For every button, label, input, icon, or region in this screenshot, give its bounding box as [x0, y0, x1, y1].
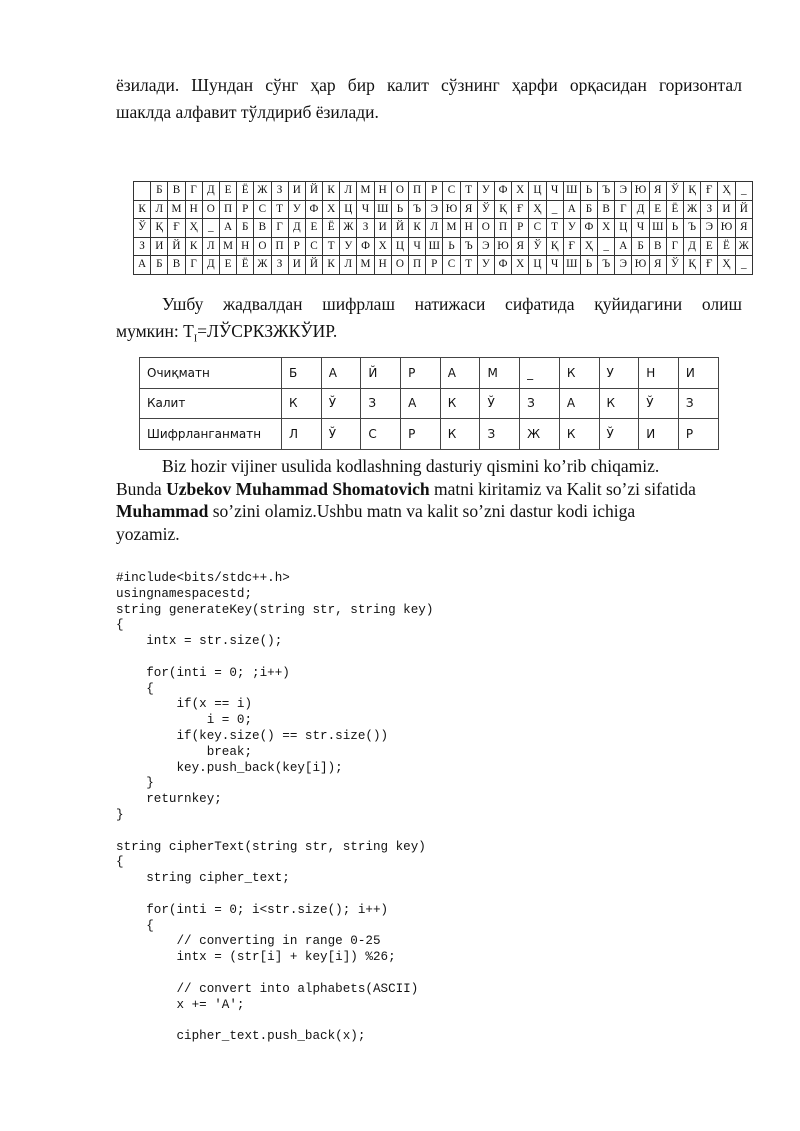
alphabet-cell: Б: [237, 219, 254, 238]
alphabet-cell: Қ: [151, 219, 168, 238]
alphabet-cell: Ц: [615, 219, 632, 238]
alphabet-cell: П: [271, 237, 288, 256]
alphabet-cell: Ь: [443, 237, 460, 256]
alphabet-cell: Ю: [632, 182, 649, 201]
example-cell: У: [599, 358, 639, 389]
code-line: string cipherText(string str, string key): [116, 839, 426, 854]
example-cell: И: [639, 419, 679, 450]
alphabet-cell: П: [409, 256, 426, 275]
alphabet-cell: _: [202, 219, 219, 238]
example-cell: Й: [361, 358, 401, 389]
alphabet-cell: Ғ: [701, 256, 718, 275]
alphabet-cell: Ь: [391, 200, 408, 219]
alphabet-cell: Е: [305, 219, 322, 238]
alphabet-cell: У: [563, 219, 580, 238]
code-line: }: [116, 807, 124, 822]
alphabet-cell: Й: [305, 256, 322, 275]
alphabet-cell: Ғ: [168, 219, 185, 238]
alphabet-cell: В: [598, 200, 615, 219]
alphabet-cell: Г: [185, 256, 202, 275]
alphabet-cell: Ф: [305, 200, 322, 219]
alphabet-cell: Ц: [529, 182, 546, 201]
alphabet-cell: Ш: [426, 237, 443, 256]
alphabet-cell: Ҳ: [718, 256, 735, 275]
alphabet-cell: К: [134, 200, 151, 219]
alphabet-cell: Ж: [735, 237, 752, 256]
latin-line-3: [116, 500, 756, 523]
alphabet-cell: Н: [460, 219, 477, 238]
alphabet-cell: У: [477, 182, 494, 201]
result-line-2: [116, 321, 338, 345]
alphabet-cell: О: [477, 219, 494, 238]
example-cell: З: [480, 419, 520, 450]
code-line: cipher_text.push_back(x);: [116, 1029, 366, 1044]
alphabet-cell: Ф: [357, 237, 374, 256]
alphabet-cell: Қ: [684, 256, 701, 275]
example-row-label: Калит: [140, 388, 282, 419]
alphabet-cell: О: [254, 237, 271, 256]
alphabet-cell: Л: [202, 237, 219, 256]
alphabet-cell: Б: [151, 182, 168, 201]
alphabet-cell: Ь: [580, 256, 597, 275]
alphabet-cell: К: [323, 256, 340, 275]
alphabet-cell: Я: [512, 237, 529, 256]
alphabet-cell: М: [219, 237, 236, 256]
alphabet-row: [134, 256, 753, 275]
alphabet-cell: Л: [340, 256, 357, 275]
alphabet-cell: _: [546, 200, 563, 219]
alphabet-cell: Ё: [666, 200, 683, 219]
alphabet-cell: Г: [615, 200, 632, 219]
alphabet-cell: Й: [735, 200, 752, 219]
alphabet-cell: Ц: [340, 200, 357, 219]
alphabet-cell: Ғ: [563, 237, 580, 256]
alphabet-cell: Ъ: [684, 219, 701, 238]
latin-line-2-start: Bunda: [116, 478, 167, 499]
example-row: [140, 358, 719, 389]
alphabet-cell: Ъ: [598, 256, 615, 275]
example-cell: З: [361, 388, 401, 419]
alphabet-cell: Д: [288, 219, 305, 238]
alphabet-cell: Х: [512, 182, 529, 201]
alphabet-cell: В: [168, 256, 185, 275]
latin-line-4: yozamiz.: [116, 523, 180, 544]
alphabet-cell: Э: [426, 200, 443, 219]
alphabet-cell: Э: [477, 237, 494, 256]
alphabet-cell: З: [271, 182, 288, 201]
code-line: #include<bits/stdc++.h>: [116, 571, 290, 585]
alphabet-cell: Қ: [684, 182, 701, 201]
alphabet-cell: С: [443, 256, 460, 275]
alphabet-cell: С: [305, 237, 322, 256]
alphabet-cell: К: [323, 182, 340, 201]
alphabet-cell: Б: [632, 237, 649, 256]
alphabet-cell: А: [563, 200, 580, 219]
code-line: intx = str.size();: [116, 634, 283, 649]
alphabet-cell: Э: [701, 219, 718, 238]
example-cell: М: [480, 358, 520, 389]
alphabet-cell: Е: [219, 256, 236, 275]
alphabet-cell: Я: [649, 256, 666, 275]
alphabet-cell: Й: [305, 182, 322, 201]
alphabet-cell: А: [134, 256, 151, 275]
alphabet-cell: И: [288, 182, 305, 201]
alphabet-cell: Т: [460, 182, 477, 201]
example-cell: А: [440, 358, 480, 389]
alphabet-cell: И: [374, 219, 391, 238]
example-cell: К: [440, 388, 480, 419]
code-line: {: [116, 681, 154, 696]
alphabet-cell: Ҳ: [185, 219, 202, 238]
alphabet-cell: Ҳ: [718, 182, 735, 201]
alphabet-cell: Д: [202, 182, 219, 201]
alphabet-cell: Х: [512, 256, 529, 275]
alphabet-cell: А: [219, 219, 236, 238]
example-cell: К: [282, 388, 322, 419]
alphabet-cell: В: [254, 219, 271, 238]
alphabet-cell: С: [254, 200, 271, 219]
example-cell: А: [559, 388, 599, 419]
alphabet-cell: Ш: [563, 256, 580, 275]
alphabet-cell: Л: [151, 200, 168, 219]
alphabet-cell: Ў: [477, 200, 494, 219]
result-paragraph: [116, 291, 742, 353]
alphabet-cell: М: [443, 219, 460, 238]
result-line-1: Ушбу жадвалдан шифрлаш натижаси сифатида қуйидагини олиш: [162, 294, 742, 314]
alphabet-cell: Р: [237, 200, 254, 219]
alphabet-cell: Э: [615, 256, 632, 275]
alphabet-cell: Ў: [666, 256, 683, 275]
alphabet-cell: Х: [598, 219, 615, 238]
alphabet-cell: [134, 182, 151, 201]
alphabet-cell: Ъ: [460, 237, 477, 256]
alphabet-cell: И: [718, 200, 735, 219]
alphabet-cell: С: [529, 219, 546, 238]
example-row: [140, 388, 719, 419]
code-line: }: [116, 776, 154, 791]
alphabet-cell: Ғ: [701, 182, 718, 201]
alphabet-cell: П: [219, 200, 236, 219]
alphabet-cell: Ф: [494, 182, 511, 201]
code-block: [116, 571, 433, 1045]
alphabet-cell: Х: [323, 200, 340, 219]
alphabet-cell: Ю: [632, 256, 649, 275]
alphabet-cell: Р: [512, 219, 529, 238]
example-table: [139, 357, 719, 450]
alphabet-cell: Т: [323, 237, 340, 256]
alphabet-cell: В: [649, 237, 666, 256]
alphabet-cell: С: [443, 182, 460, 201]
alphabet-cell: Ф: [580, 219, 597, 238]
example-cell: Ў: [599, 419, 639, 450]
code-line: for(inti = 0; i<str.size(); i++): [116, 902, 389, 917]
alphabet-cell: Ч: [546, 256, 563, 275]
example-cell: Р: [401, 419, 441, 450]
alphabet-cell: Г: [185, 182, 202, 201]
alphabet-cell: Ж: [254, 256, 271, 275]
alphabet-cell: Б: [151, 256, 168, 275]
code-line: for(inti = 0; ;i++): [116, 665, 290, 680]
intro-line-2: шаклда алфавит тўлдириб ёзилади.: [116, 102, 379, 122]
example-row-label: Шифрланганматн: [140, 419, 282, 450]
alphabet-cell: Ҳ: [580, 237, 597, 256]
alphabet-cell: Ъ: [598, 182, 615, 201]
alphabet-cell: Й: [168, 237, 185, 256]
code-line: break;: [116, 744, 253, 759]
alphabet-cell: И: [151, 237, 168, 256]
example-cell: Б: [282, 358, 322, 389]
alphabet-row: [134, 182, 753, 201]
alphabet-cell: Г: [666, 237, 683, 256]
code-line: // converting in range 0-25: [116, 934, 381, 949]
alphabet-cell: Х: [374, 237, 391, 256]
alphabet-cell: Е: [219, 182, 236, 201]
alphabet-cell: Ё: [237, 256, 254, 275]
alphabet-cell: Я: [460, 200, 477, 219]
alphabet-cell: Ь: [580, 182, 597, 201]
alphabet-cell: Н: [374, 256, 391, 275]
code-line: if(key.size() == str.size()): [116, 728, 389, 743]
code-line: [116, 650, 433, 666]
alphabet-cell: Ь: [666, 219, 683, 238]
code-line: intx = (str[i] + key[i]) %26;: [116, 950, 396, 965]
alphabet-row: [134, 237, 753, 256]
code-line: returnkey;: [116, 792, 222, 807]
alphabet-cell: _: [735, 182, 752, 201]
alphabet-cell: Ю: [443, 200, 460, 219]
alphabet-cell: З: [357, 219, 374, 238]
example-cell: А: [321, 358, 361, 389]
alphabet-cell: А: [615, 237, 632, 256]
alphabet-cell: З: [701, 200, 718, 219]
example-cell: _: [520, 358, 560, 389]
alphabet-cell: И: [288, 256, 305, 275]
alphabet-cell: Г: [271, 219, 288, 238]
alphabet-cell: К: [409, 219, 426, 238]
alphabet-row: [134, 219, 753, 238]
example-cell: Ж: [520, 419, 560, 450]
example-row: [140, 419, 719, 450]
alphabet-cell: П: [409, 182, 426, 201]
intro-paragraph: [116, 72, 742, 126]
alphabet-cell: Ш: [563, 182, 580, 201]
code-line: string cipher_text;: [116, 871, 290, 886]
alphabet-cell: Е: [649, 200, 666, 219]
alphabet-cell: У: [340, 237, 357, 256]
example-cell: И: [678, 358, 718, 389]
example-cell: Ў: [639, 388, 679, 419]
alphabet-cell: В: [168, 182, 185, 201]
alphabet-cell: Ё: [718, 237, 735, 256]
code-line: x += 'A';: [116, 997, 245, 1012]
alphabet-cell: Я: [649, 182, 666, 201]
result-subscript: I: [193, 333, 198, 345]
alphabet-cell: Ч: [357, 200, 374, 219]
code-line: // convert into alphabets(ASCII): [116, 981, 419, 996]
alphabet-cell: Ц: [391, 237, 408, 256]
alphabet-cell: Т: [271, 200, 288, 219]
latin-line-2-end: matni kiritamiz va Kalit so’zi sifatida: [429, 478, 696, 499]
alphabet-cell: Ш: [649, 219, 666, 238]
alphabet-cell: К: [185, 237, 202, 256]
alphabet-cell: М: [357, 182, 374, 201]
alphabet-row: [134, 200, 753, 219]
alphabet-cell: Ж: [340, 219, 357, 238]
alphabet-cell: Ц: [529, 256, 546, 275]
alphabet-cell: Д: [632, 200, 649, 219]
example-cell: Р: [401, 358, 441, 389]
alphabet-cell: Ф: [494, 256, 511, 275]
example-cell: Л: [282, 419, 322, 450]
alphabet-cell: Ч: [546, 182, 563, 201]
latin-line-2: [116, 478, 756, 501]
alphabet-cell: Т: [546, 219, 563, 238]
example-cell: А: [401, 388, 441, 419]
example-row-label: Очиқматн: [140, 358, 282, 389]
code-line: [116, 1013, 433, 1029]
example-cell: Р: [678, 419, 718, 450]
alphabet-cell: П: [494, 219, 511, 238]
example-cell: К: [599, 388, 639, 419]
alphabet-cell: Р: [288, 237, 305, 256]
alphabet-cell: Й: [391, 219, 408, 238]
example-cell: К: [559, 358, 599, 389]
alphabet-cell: Е: [701, 237, 718, 256]
latin-paragraph: [116, 455, 756, 545]
alphabet-cell: Ж: [254, 182, 271, 201]
alphabet-cell: Ў: [529, 237, 546, 256]
example-cell: З: [520, 388, 560, 419]
alphabet-cell: Ў: [666, 182, 683, 201]
alphabet-cell: _: [598, 237, 615, 256]
alphabet-cell: Ш: [374, 200, 391, 219]
alphabet-cell: Ё: [237, 182, 254, 201]
alphabet-cell: Б: [580, 200, 597, 219]
alphabet-cell: Р: [426, 182, 443, 201]
code-line: [116, 887, 433, 903]
alphabet-cell: Ё: [323, 219, 340, 238]
alphabet-cell: _: [735, 256, 752, 275]
key-word-bold: Muhammad: [116, 501, 209, 521]
code-line: [116, 824, 433, 840]
intro-line-1: ёзилади. Шундан сўнг ҳар бир калит сўзнинг ҳарфи орқасидан горизонтал: [116, 75, 742, 95]
alphabet-cell: Я: [735, 219, 752, 238]
code-line: if(x == i): [116, 697, 253, 712]
alphabet-cell: Р: [426, 256, 443, 275]
alphabet-cell: Л: [340, 182, 357, 201]
code-line: string generateKey(string str, string key): [116, 602, 434, 617]
code-line: [116, 966, 433, 982]
alphabet-cell: О: [391, 182, 408, 201]
result-prefix: мумкин: T: [116, 321, 194, 341]
alphabet-cell: Л: [426, 219, 443, 238]
alphabet-cell: У: [288, 200, 305, 219]
latin-line-1: Biz hozir vijiner usulida kodlashning dasturiy qismini ko’rib chiqamiz.: [162, 456, 660, 476]
alphabet-cell: Ъ: [409, 200, 426, 219]
alphabet-cell: З: [271, 256, 288, 275]
code-line: {: [116, 918, 154, 933]
example-cell: К: [559, 419, 599, 450]
alphabet-cell: Ч: [632, 219, 649, 238]
alphabet-cell: Э: [615, 182, 632, 201]
example-cell: Ў: [321, 419, 361, 450]
alphabet-cell: М: [357, 256, 374, 275]
code-line: {: [116, 855, 124, 870]
alphabet-cell: Н: [185, 200, 202, 219]
alphabet-cell: Д: [684, 237, 701, 256]
alphabet-cell: Ю: [718, 219, 735, 238]
alphabet-cell: Ў: [134, 219, 151, 238]
code-line: key.push_back(key[i]);: [116, 760, 343, 775]
example-cell: К: [440, 419, 480, 450]
alphabet-cell: Қ: [494, 200, 511, 219]
example-cell: Н: [639, 358, 679, 389]
example-cell: З: [678, 388, 718, 419]
latin-line-3-end: so’zini olamiz.Ushbu matn va kalit so’zni dastur kodi ichiga: [208, 501, 636, 521]
code-line: i = 0;: [116, 713, 253, 728]
example-cell: Ў: [321, 388, 361, 419]
code-line: {: [116, 618, 124, 633]
alphabet-cell: З: [134, 237, 151, 256]
alphabet-cell: Т: [460, 256, 477, 275]
input-text-bold: Uzbekov Muhammad Shomatovich: [166, 478, 430, 499]
result-cipher-text: =ЛЎСРКЗЖКЎИР.: [197, 321, 338, 341]
code-line: usingnamespacestd;: [116, 586, 253, 601]
alphabet-cell: М: [168, 200, 185, 219]
alphabet-cell: Н: [374, 182, 391, 201]
alphabet-cell: Д: [202, 256, 219, 275]
alphabet-cell: О: [391, 256, 408, 275]
example-cell: С: [361, 419, 401, 450]
alphabet-cell: У: [477, 256, 494, 275]
alphabet-cell: Ю: [494, 237, 511, 256]
alphabet-cell: Ж: [684, 200, 701, 219]
alphabet-cell: Қ: [546, 237, 563, 256]
alphabet-cell: Н: [237, 237, 254, 256]
alphabet-cell: Ч: [409, 237, 426, 256]
alphabet-table: [133, 181, 753, 275]
example-cell: Ў: [480, 388, 520, 419]
alphabet-cell: Ҳ: [529, 200, 546, 219]
alphabet-cell: О: [202, 200, 219, 219]
alphabet-cell: Ғ: [512, 200, 529, 219]
